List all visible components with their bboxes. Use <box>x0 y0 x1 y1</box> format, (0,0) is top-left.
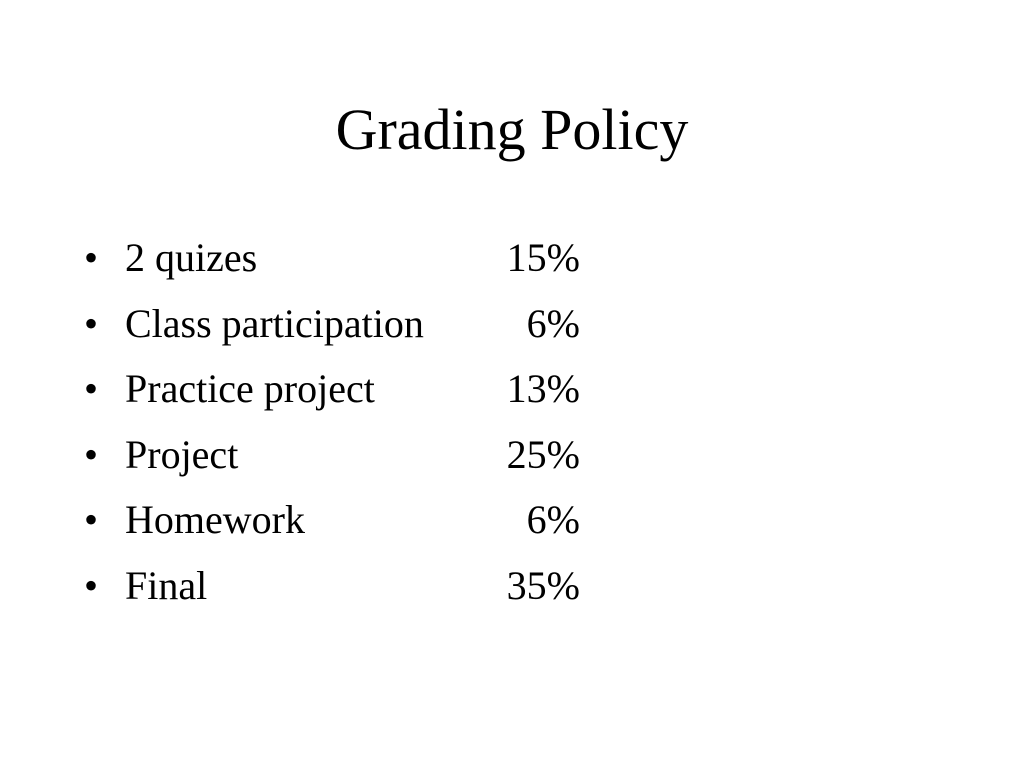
item-percent: 35% <box>506 562 580 608</box>
item-label: Practice project <box>125 366 375 411</box>
bullet-icon: • <box>84 497 99 542</box>
bullet-icon: • <box>84 431 99 477</box>
item-percent: 13% <box>506 366 580 411</box>
item-percent: 15% <box>506 235 580 280</box>
bullet-icon: • <box>84 235 99 280</box>
slide-title: Grading Policy <box>335 97 689 162</box>
item-percent: 6% <box>526 497 580 542</box>
bullet-icon: • <box>84 562 99 608</box>
item-label: 2 quizes <box>125 235 258 280</box>
item-percent: 6% <box>526 300 580 346</box>
bullet-icon: • <box>84 300 99 346</box>
item-label: Project <box>125 431 239 477</box>
item-label: Homework <box>125 497 305 542</box>
item-label: Class participation <box>125 300 424 346</box>
item-label: Final <box>125 562 208 608</box>
item-percent: 25% <box>506 431 580 477</box>
bullet-icon: • <box>84 366 99 411</box>
